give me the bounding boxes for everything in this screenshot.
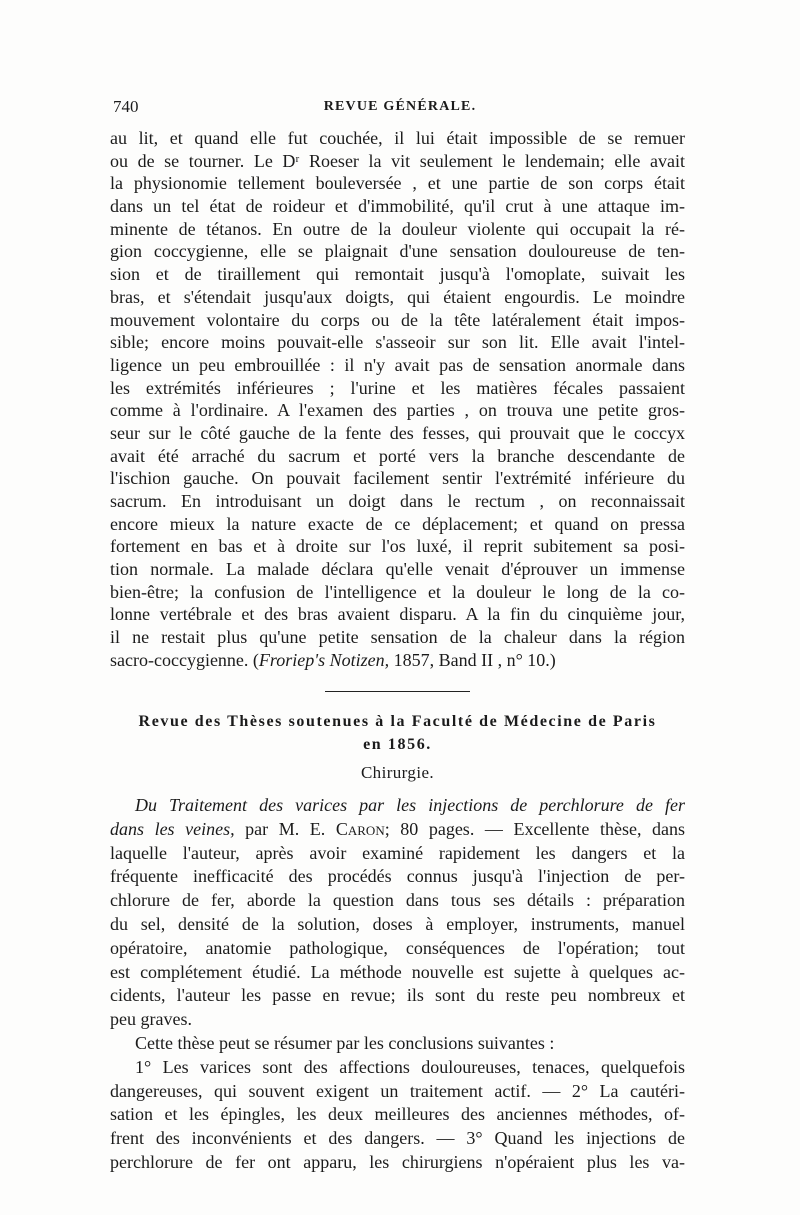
text-line: ou de se tourner. Le Dʳ Roeser la vit seulement le lendemain; elle avait [110, 150, 685, 171]
text-line: l'ischion gauche. On pouvait facilement sentir l'extrémité inférieure du [110, 468, 685, 489]
text-line: tion normale. La malade déclara qu'elle venait d'éprouver un immense [110, 559, 685, 580]
text-line: du sel, densité de la solution, doses à employer, instruments, manuel [110, 913, 685, 934]
citation-source: Froriep's Notizen, [258, 649, 390, 670]
text-line: fortement en bas et à droite sur l'os luxé, il reprit subitement sa posi- [110, 536, 685, 557]
text-line: encore mieux la nature exacte de ce déplacement; et quand on pressa [110, 513, 685, 534]
text-line: bien-être; la confusion de l'intelligence et la douleur le long de la co- [110, 581, 685, 602]
text-line: ligence un peu embrouillée : il n'y avait pas de sensation anormale dans [110, 354, 685, 375]
author-name: Caron [335, 818, 385, 839]
text-line: minente de tétanos. En outre de la douleur violente qui occupait la ré- [110, 218, 685, 239]
text-line: gion coccygienne, elle se plaignait d'une sensation douloureuse de ten- [110, 241, 685, 262]
text-line: seur sur le côté gauche de la fente des fesses, qui prouvait que le coccyx [110, 422, 685, 443]
author-prefix: par M. E. [234, 818, 336, 839]
thesis-author-line [110, 818, 685, 842]
running-title: REVUE GÉNÉRALE. [323, 99, 477, 114]
text-line: fréquente inefficacité des procédés connus jusqu'à l'injection de per- [110, 866, 685, 887]
text-line: peu graves. [110, 1009, 192, 1030]
text-line: cidents, l'auteur les passe en revue; ils sont du reste peu nombreux et [110, 985, 685, 1006]
text-line: sion et de tiraillement qui remontait jusqu'à l'omoplate, suivait les [110, 264, 685, 285]
section-year: en 1856. [363, 736, 432, 753]
conclusion-line: 1° Les varices sont des affections douloureuses, tenaces, quelquefois [135, 1056, 685, 1077]
text-line: est complétement étudié. La méthode nouvelle est sujette à quelques ac- [110, 961, 685, 982]
subheading: Chirurgie. [360, 763, 435, 782]
text-line: lonne vertébrale et des bras avaient disparu. A la fin du cinquième jour, [110, 604, 685, 625]
thesis-review-paragraph [110, 794, 685, 1175]
text-line: les extrémités inférieures ; l'urine et les matières fécales passaient [110, 377, 685, 398]
text-line: laquelle l'auteur, après avoir examiné rapidement les dangers et la [110, 842, 685, 863]
conclusion-line: frent des inconvénients et des dangers. — 3° Quand les injections de [110, 1128, 685, 1149]
text-line: sible; encore moins pouvait-elle s'asseoir sur son lit. Elle avait l'intel- [110, 332, 685, 353]
text-line: bras, et s'étendait jusqu'aux doigts, qui étaient engourdis. Le moindre [110, 286, 685, 307]
text-line: comme à l'ordinaire. A l'examen des parties , on trouva une petite gros- [110, 400, 685, 421]
text-line: sacrum. En introduisant un doigt dans le rectum , on reconnaissait [110, 491, 685, 511]
section-divider [325, 691, 470, 692]
citation-prefix: sacro-coccygienne. ( [110, 649, 259, 670]
page-number: 740 [113, 97, 139, 116]
citation-line [110, 649, 685, 672]
text-line: il ne restait plus qu'une petite sensation de la chaleur dans la région [110, 627, 685, 648]
text-line: dans un tel état de roideur et d'immobilité, qu'il crut à une attaque im- [110, 196, 685, 217]
text-line: avait été arraché du sacrum et porté vers la branche descendante de [110, 445, 685, 466]
conclusion-line: perchlorure de fer ont apparu, les chirurgiens n'opéraient plus les va- [110, 1151, 685, 1172]
text-line: mouvement volontaire du corps ou de la tête latéralement était impos- [110, 309, 685, 330]
conclusion-line: dangereuses, qui souvent exigent un traitement actif. — 2° La cautéri- [110, 1080, 685, 1101]
text-line: opératoire, anatomie pathologique, conséquences de l'opération; tout [110, 937, 685, 958]
section-title: Revue des Thèses soutenues à la Faculté de Médecine de Paris [138, 713, 657, 730]
conclusion-line: sation et les épingles, les deux meilleures des anciennes méthodes, of- [110, 1104, 685, 1125]
text-line: chlorure de fer, aborde la question dans tous ses détails : préparation [110, 890, 685, 911]
text-line: la physionomie tellement bouleversée , et une partie de son corps était [110, 173, 685, 194]
citation-details: 1857, Band II , n° 10.) [389, 649, 556, 670]
case-report-paragraph [110, 127, 685, 672]
thesis-details: ; 80 pages. — Excellente thèse, dans [384, 818, 685, 839]
text-line: au lit, et quand elle fut couchée, il lui était impossible de se remuer [110, 128, 685, 148]
thesis-title-end: dans les veines, [110, 818, 235, 839]
conclusions-intro: Cette thèse peut se résumer par les conclusions suivantes : [135, 1032, 555, 1053]
thesis-title-line: Du Traitement des varices par les injections de perchlorure de fer [135, 795, 685, 815]
